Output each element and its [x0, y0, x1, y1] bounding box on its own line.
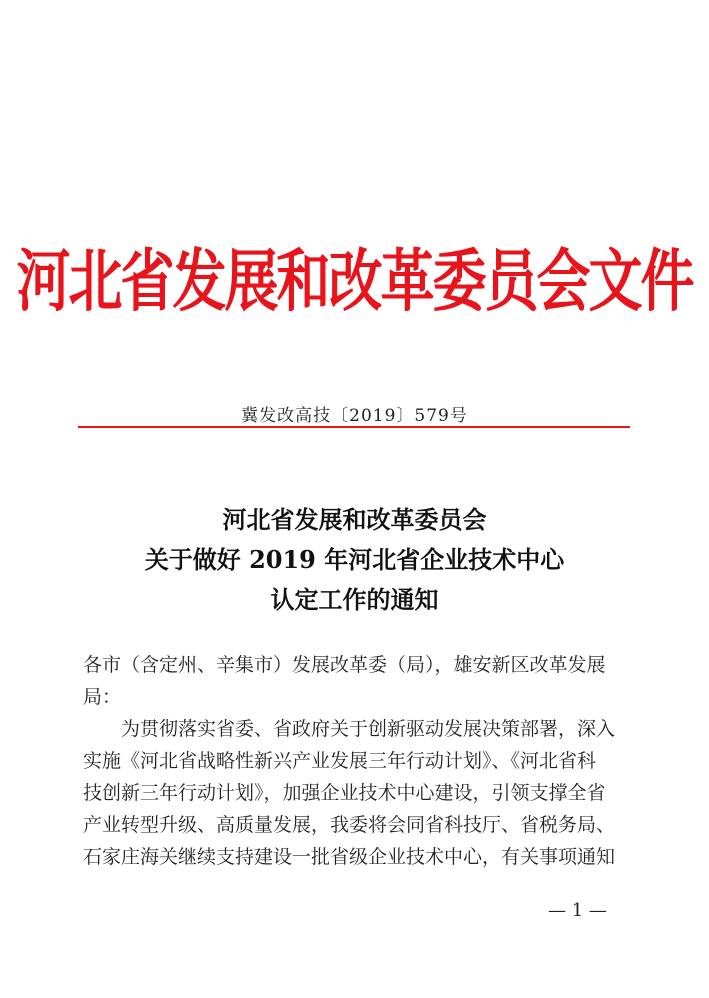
paragraph-line: 技创新三年行动计划》，加强企业技术中心建设，引领支撑全省 — [83, 782, 606, 804]
title-line: 认定工作的通知 — [270, 585, 439, 614]
issuing-authority-header: 河北省发展和改革委员会文件 — [16, 241, 693, 321]
red-divider-line — [78, 426, 630, 428]
title-line: 关于做好 2019 年河北省企业技术中心 — [144, 545, 565, 574]
addressee-line: 各市（含定州、辛集市）发展改革委（局），雄安新区改革发展 — [83, 654, 606, 676]
addressee-line: 局： — [83, 686, 122, 708]
document-title — [0, 500, 709, 620]
page-number: — 1 — — [548, 900, 607, 921]
paragraph-line: 为贯彻落实省委、省政府关于创新驱动发展决策部署，深入 — [121, 718, 616, 740]
document-body — [83, 649, 638, 873]
paragraph-line: 产业转型升级、高质量发展，我委将会同省科技厅、省税务局、 — [83, 814, 616, 836]
document-number: 冀发改高技〔2019〕579号 — [241, 406, 468, 426]
paragraph-line: 石家庄海关继续支持建设一批省级企业技术中心，有关事项通知 — [83, 846, 616, 868]
title-line: 河北省发展和改革委员会 — [222, 505, 487, 534]
paragraph-line: 实施《河北省战略性新兴产业发展三年行动计划》、《河北省科 — [83, 750, 597, 772]
